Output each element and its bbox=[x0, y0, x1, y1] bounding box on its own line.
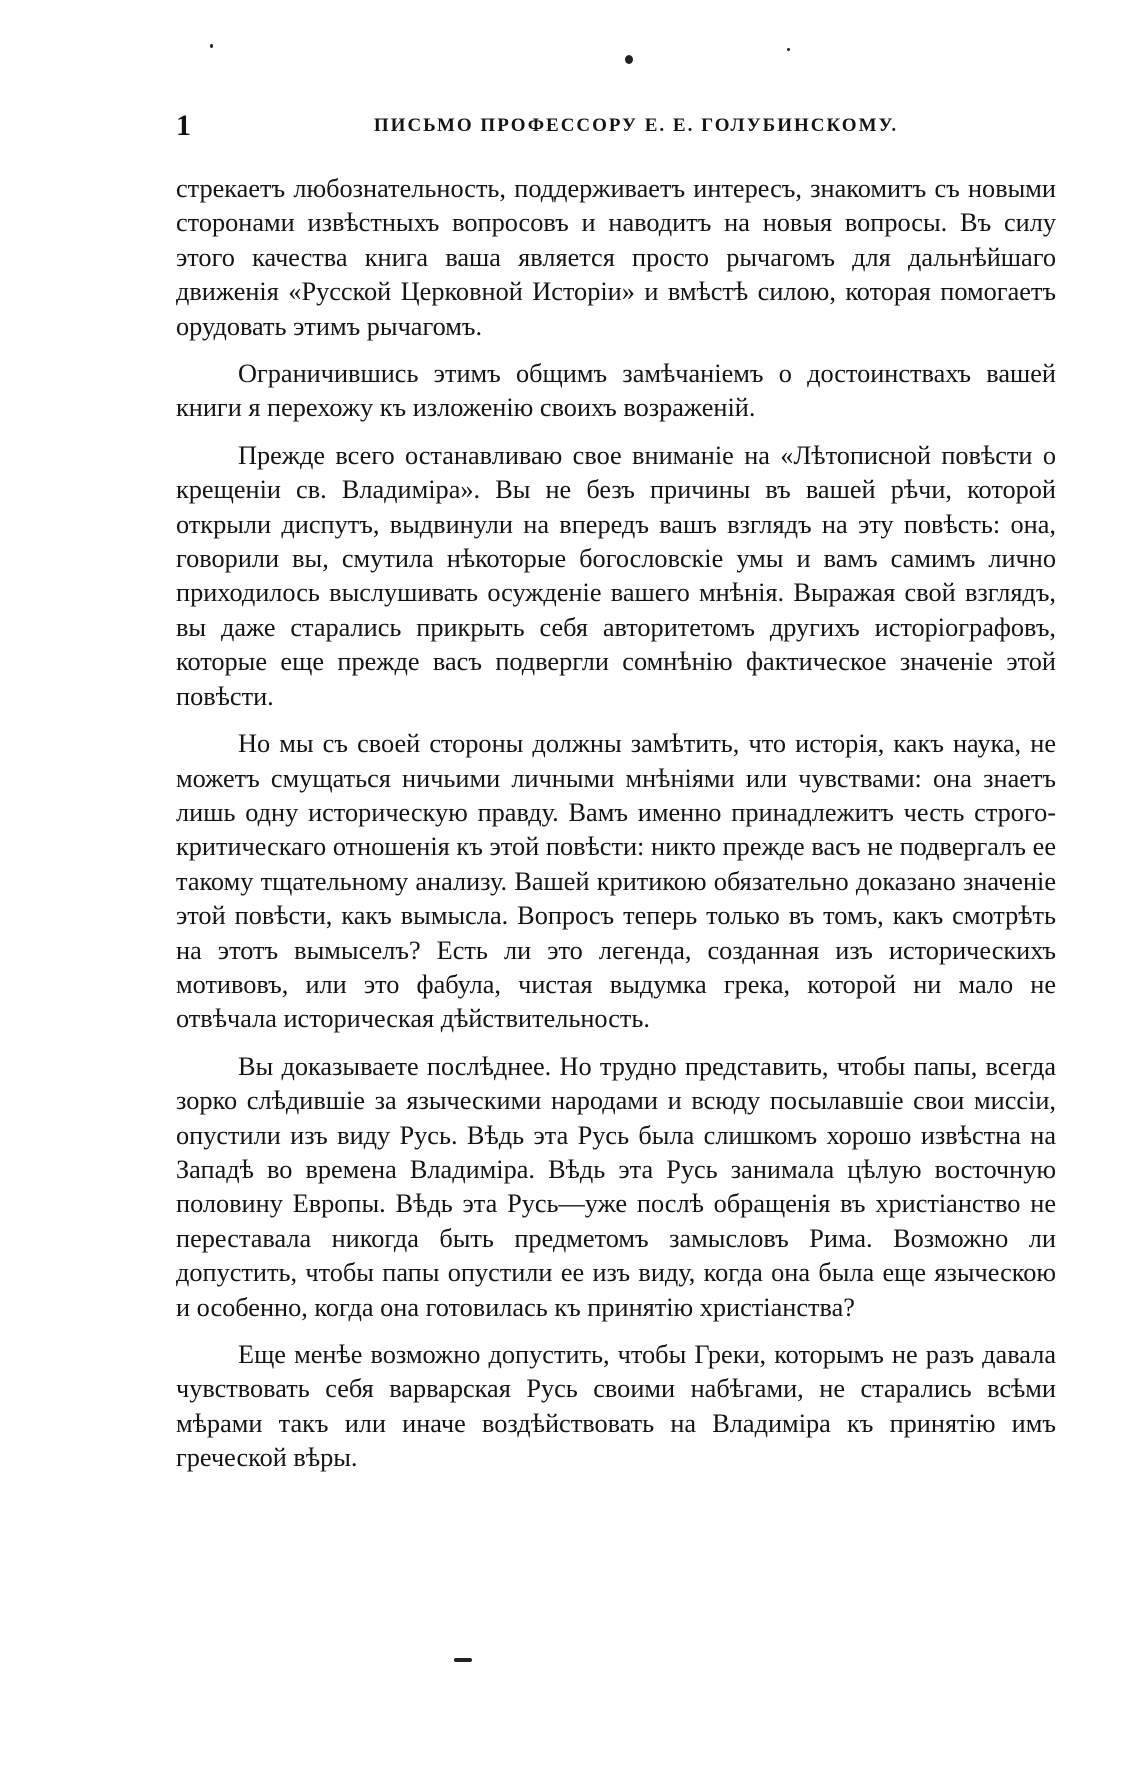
print-speck bbox=[787, 48, 790, 51]
paragraph: Еще менѣе возможно допустить, чтобы Греки, которымъ не разъ давала чувствовать себя варварская Русь своими набѣгами, не старались всѣми мѣрами такъ или иначе воздѣйствовать на Владиміра къ принятію имъ греческой вѣры. bbox=[176, 1340, 1056, 1473]
print-speck bbox=[454, 1658, 472, 1662]
paragraph: Ограничившись этимъ общимъ замѣчаніемъ о достоинствахъ вашей книги я перехожу къ изложенію своихъ возраженій. bbox=[176, 359, 1056, 423]
print-speck bbox=[625, 55, 633, 64]
body-text bbox=[176, 172, 1056, 1476]
paragraph: Прежде всего останавливаю свое вниманіе на «Лѣтописной повѣсти о крещеніи св. Владиміра». Вы не безъ причины въ вашей рѣчи, которой открыли диспутъ, выдвинули на впередъ вашъ взглядъ на эту повѣсть: она, говорили вы, смутила нѣкоторые богословскіе умы и вамъ самимъ лично приходилось выслушивать осужденіе вашего мнѣнія. Выражая свой взглядъ, вы даже старались прикрыть себя авторитетомъ другихъ исторіографовъ, которые еще прежде васъ подвергли сомнѣнію фактическое значеніе этой повѣсти. bbox=[176, 440, 1056, 711]
paragraph: стрекаетъ любознательность, поддерживаетъ интересъ, знакомитъ съ новыми сторонами извѣстныхъ вопросовъ и наводитъ на новыя вопросы. Въ силу этого качества книга ваша является просто рычагомъ для дальнѣйшаго движенія «Русской Церковной Исторіи» и вмѣстѣ силою, которая помогаетъ орудовать этимъ рычагомъ. bbox=[176, 174, 1056, 341]
page-header bbox=[176, 106, 1056, 146]
page-number: 1 bbox=[176, 109, 191, 142]
running-title: ПИСЬМО ПРОФЕССОРУ Е. Е. ГОЛУБИНСКОМУ. bbox=[373, 115, 899, 136]
paragraph: Вы доказываете послѣднее. Но трудно представить, чтобы папы, всегда зорко слѣдившіе за языческими народами и всюду посылавшіе свои миссіи, опустили изъ виду Русь. Вѣдь эта Русь была слишкомъ хорошо извѣстна на Западѣ во времена Владиміра. Вѣдь эта Русь занимала цѣлую восточную половину Европы. Вѣдь эта Русь—уже послѣ обращенія въ христіанство не переставала никогда быть предметомъ замысловъ Рима. Возможно ли допустить, чтобы папы опустили ее изъ виду, когда она была еще языческою и особенно, когда она готовилась къ принятію христіанства? bbox=[176, 1051, 1056, 1322]
paragraph: Но мы съ своей стороны должны замѣтить, что исторія, какъ наука, не можетъ смущаться ничьими личными мнѣніями или чувствами: она знаетъ лишь одну историческую правду. Вамъ именно принадлежитъ честь строго-критическаго отношенія къ этой повѣсти: никто прежде васъ не подвергалъ ее такому тщательному анализу. Вашей критикою обязательно доказано значеніе этой повѣсти, какъ вымысла. Вопросъ теперь только въ томъ, какъ смотрѣть на этотъ вымыселъ? Есть ли это легенда, созданная изъ историческихъ мотивовъ, или это фабула, чистая выдумка грека, которой ни мало не отвѣчала историческая дѣйствительность. bbox=[176, 729, 1056, 1034]
print-speck bbox=[210, 44, 213, 48]
